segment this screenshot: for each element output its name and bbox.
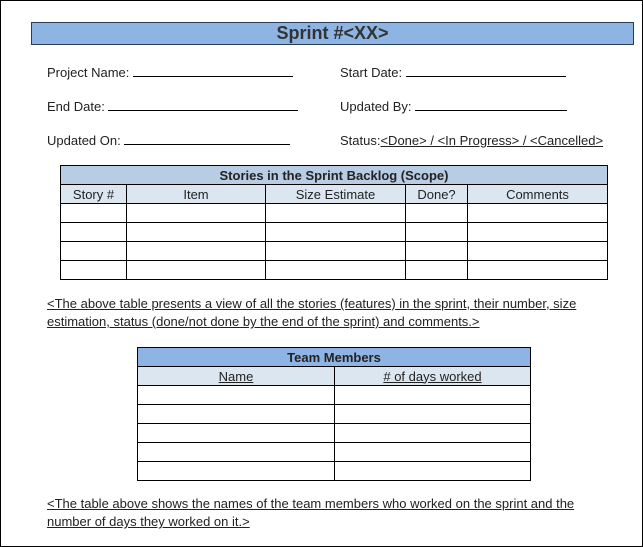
updated-on-field (47, 132, 290, 150)
updated-by-label: Updated By: (340, 99, 412, 114)
sprint-backlog-table (60, 165, 608, 280)
col-name: Name (138, 367, 335, 386)
table-row (138, 424, 531, 443)
table-row (61, 223, 608, 242)
backlog-table-title: Stories in the Sprint Backlog (Scope) (61, 166, 608, 185)
table-row (138, 386, 531, 405)
end-date-field (47, 98, 298, 116)
backlog-note: <The above table presents a view of all the stories (features) in the sprint, their number, size estimation, status (done/not done by the end of the sprint) and comments.> (47, 296, 577, 329)
col-comments: Comments (468, 185, 608, 204)
table-row (138, 405, 531, 424)
project-name-line[interactable] (133, 64, 293, 77)
team-note: <The table above shows the names of the team members who worked on the sprint and the number of days they worked on it.> (47, 496, 575, 529)
updated-on-label: Updated On: (47, 133, 121, 148)
start-date-label: Start Date: (340, 65, 403, 80)
updated-on-line[interactable] (124, 132, 290, 145)
end-date-label: End Date: (47, 99, 105, 114)
col-days-worked: # of days worked (335, 367, 531, 386)
start-date-line[interactable] (406, 64, 566, 77)
start-date-field (340, 64, 566, 82)
team-members-table (137, 347, 531, 481)
status-field (340, 132, 603, 150)
backlog-header-row (61, 185, 608, 204)
col-done: Done? (406, 185, 468, 204)
status-label: Status: (340, 133, 381, 148)
team-table-title: Team Members (138, 348, 531, 367)
end-date-line[interactable] (108, 98, 298, 111)
sprint-title: Sprint #<XX> (31, 22, 634, 45)
table-row (138, 462, 531, 481)
col-size-estimate: Size Estimate (266, 185, 406, 204)
updated-by-line[interactable] (415, 98, 567, 111)
team-header-row (138, 367, 531, 386)
table-row (61, 204, 608, 223)
updated-by-field (340, 98, 567, 116)
project-name-label: Project Name: (47, 65, 130, 80)
project-name-field (47, 64, 293, 82)
table-row (61, 242, 608, 261)
col-item: Item (127, 185, 266, 204)
table-row (138, 443, 531, 462)
col-story-number: Story # (61, 185, 127, 204)
table-row (61, 261, 608, 280)
status-value[interactable]: <Done> / <In Progress> / <Cancelled> (380, 133, 604, 148)
